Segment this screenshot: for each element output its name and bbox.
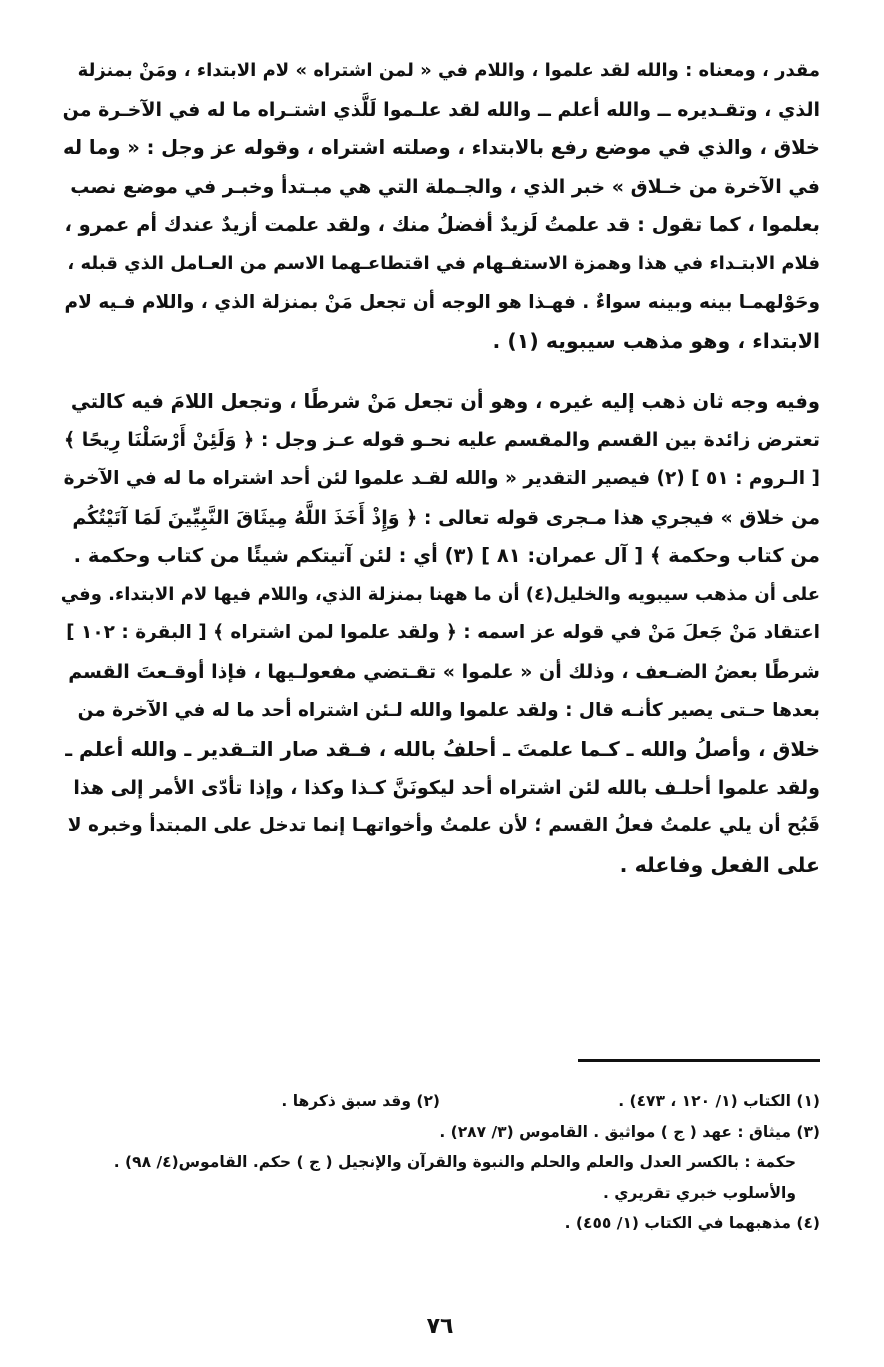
text-line: قَبُح أن يلي علمتُ فعلُ القسم ؛ لأن علمتُ وأخواتهـا إنما تدخل على المبتدأ وخبره لا (67, 815, 820, 837)
text-line: على أن مذهب سيبويه والخليل(٤) أن ما ههنا بمنزلة الذي، واللام فيها لام الابتداء. وفي (60, 583, 820, 605)
text-line: اعتقاد مَنْ جَعلَ مَنْ في قوله عز اسمه : ﴿ ولقد علموا لمن اشتراه ﴾ [ البقرة : ١٠٢ ] (66, 622, 820, 644)
paragraph-1 (60, 52, 820, 361)
footnote-4: (٤) مذهبهما في الكتاب (١/ ٤٥٥) . (564, 1214, 820, 1232)
text-line: ولقد علموا أحلـف بالله لئن اشتراه أحد ليكونَنَّ كـذا وكذا ، وإذا تأدّى الأمر إلى هذا (73, 776, 820, 799)
text-line: فلام الابتـداء في هذا وهمزة الاستفـهام في اقتطاعـهما الاسم من العـامل الذي قبله ، (67, 252, 820, 274)
text-line: الابتداء ، وهو مذهب سيبويه (١) . (492, 329, 820, 354)
text-line: شرطًا بعضُ الضـعف ، وذلك أن « علموا » تقـتضي مفعولـيها ، فإذا أوقـعتَ القسم (68, 660, 820, 683)
text-line: من كتاب وحكمة ﴾ [ آل عمران: ٨١ ] (٣) أي : لئن آتيتكم شيئًا من كتاب وحكمة . (73, 544, 820, 568)
footnote-row (60, 1086, 820, 1117)
footnote-divider (578, 1059, 820, 1062)
text-line: [ الـروم : ٥١ ] (٢) فيصير التقدير « والله لقـد علموا لئن أحد اشتراه ما له في الآخرة (63, 467, 820, 489)
footnote-1: (١) الكتاب (١/ ١٢٠ ، ٤٧٣) . (618, 1092, 820, 1110)
text-line: وفيه وجه ثان ذهب إليه غيره ، وهو أن تجعل مَنْ شرطًا ، وتجعل اللامَ فيه كالتي (70, 389, 820, 413)
text-line: في الآخرة من خـلاق » خبر الذي ، والجـملة التي هي مبـتدأ وخبـر في موضع نصب (70, 175, 820, 198)
text-line: على الفعل وفاعله . (619, 852, 820, 877)
footnote-3: (٣) ميثاق : عهد ( ج ) مواثيق . القاموس (٣/ ٢٨٧) . (439, 1122, 820, 1141)
footnotes (60, 1086, 820, 1239)
footnote-3-continued: حكمة : بالكسر العدل والعلم والحلم والنبوة والقرآن والإنجيل ( ج ) حكم. القاموس(٤/ ٩٨) . (113, 1153, 796, 1171)
text-line: وحَوْلهمـا بينه وبينه سواءٌ . فهـذا هو الوجه أن تجعل مَنْ بمنزلة الذي ، واللام فـيه لام (64, 291, 820, 313)
text-line: من خلاق » فيجري هذا مـجرى قوله تعالى : ﴿ وَإِذْ أَخَذَ اللَّهُ مِيثَاقَ النَّبِيِّينَ لَمَا آتَيْتُكُم (72, 506, 820, 529)
text-line: مقدر ، ومعناه : والله لقد علموا ، واللام في « لمن اشتراه » لام الابتداء ، ومَنْ بمنزلة (77, 60, 820, 81)
paragraph-2 (60, 383, 820, 885)
text-line: خلاق ، والذي في موضع رفع بالابتداء ، وصلته اشتراه ، وقوله عز وجل : « وما له (62, 136, 820, 160)
text-line: بعلموا ، كما تقول : قد علمتُ لَزيدٌ أفضلُ منك ، ولقد علمت أزيدٌ عندك أم عمرو ، (64, 213, 820, 237)
footnote-3-remark: والأسلوب خبري تقريري . (602, 1183, 796, 1202)
text-line: تعترض زائدة بين القسم والمقسم عليه نحـو قوله عـز وجل : ﴿ وَلَئِنْ أَرْسَلْنَا رِيحًا ﴾ (64, 429, 820, 452)
page-number: ٧٦ (426, 1314, 454, 1339)
text-line: بعدها حـتى يصير كأنـه قال : ولقد علموا والله لـئن اشتراه أحد ما له في الآخرة من (77, 699, 820, 721)
footnote-2: (٢) وقد سبق ذكرها . (281, 1092, 440, 1110)
text-line: خلاق ، وأصلُ والله ـ كـما علمتَ ـ أحلفُ بالله ، فـقد صار التـقدير ـ والله أعلم ـ (65, 737, 820, 762)
text-line: الذي ، وتقـديره ــ والله أعلم ــ والله لقد علـموا لَلَّذي اشتـراه ما له في الآخـرة من (62, 98, 820, 121)
book-page (60, 52, 820, 1367)
